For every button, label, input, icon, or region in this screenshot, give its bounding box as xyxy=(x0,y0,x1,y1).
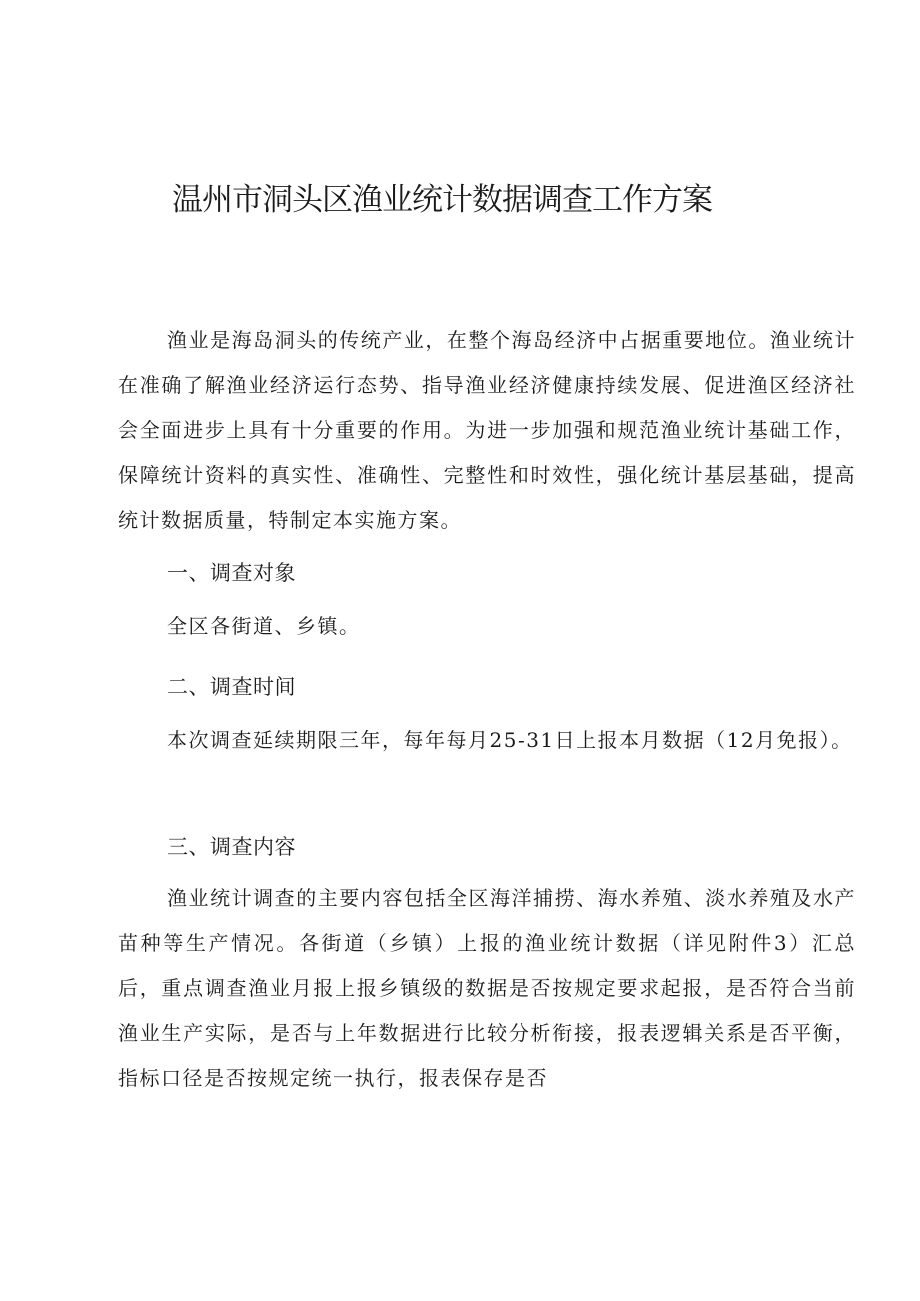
intro-paragraph: 渔业是海岛洞头的传统产业，在整个海岛经济中占据重要地位。渔业统计在准确了解渔业经济运行态势、指导渔业经济健康持续发展、促进渔区经济社会全面进步上具有十分重要的作用。为进一步加强和规范渔业统计基础工作，保障统计资料的真实性、准确性、完整性和时效性，强化统计基层基础，提高统计数据质量，特制定本实施方案。 xyxy=(118,328,856,532)
section-heading-survey-target: 一、调查对象 xyxy=(167,561,296,585)
section-body-survey-content: 渔业统计调查的主要内容包括全区海洋捕捞、海水养殖、淡水养殖及水产苗种等生产情况。各街道（乡镇）上报的渔业统计数据（详见附件3）汇总后，重点调查渔业月报上报乡镇级的数据是否按规定要求起报，是否符合当前渔业生产实际，是否与上年数据进行比较分析衔接，报表逻辑关系是否平衡，指标口径是否按规定统一执行，报表保存是否 xyxy=(118,886,856,1090)
section-heading-survey-content: 三、调查内容 xyxy=(167,835,296,859)
document-title: 温州市洞头区渔业统计数据调查工作方案 xyxy=(172,182,712,218)
section-body-survey-time: 本次调查延续期限三年，每年每月25-31日上报本月数据（12月免报）。 xyxy=(167,728,853,752)
section-heading-survey-time: 二、调查时间 xyxy=(167,675,296,699)
section-body-survey-target: 全区各街道、乡镇。 xyxy=(167,614,361,638)
